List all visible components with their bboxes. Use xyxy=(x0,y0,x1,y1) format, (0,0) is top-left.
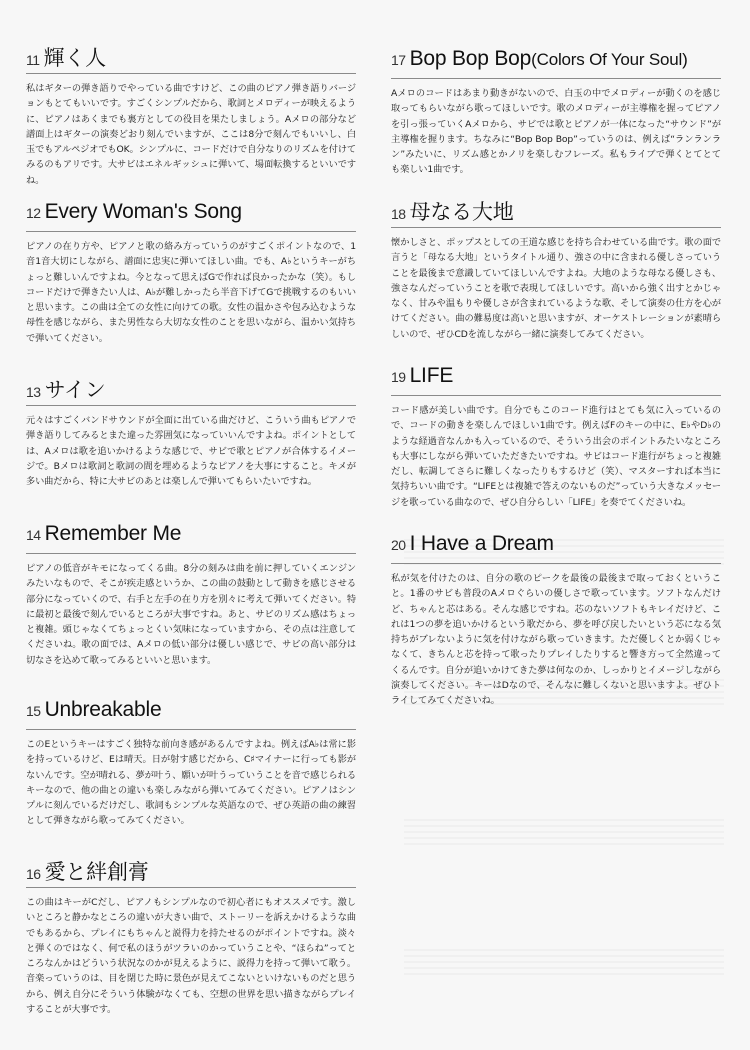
song-number: 13 xyxy=(26,384,41,400)
song-section-19 xyxy=(391,364,721,510)
song-title: サイン xyxy=(44,379,106,402)
song-number: 19 xyxy=(391,369,406,385)
song-header xyxy=(26,200,356,232)
song-title: Every Woman's Song xyxy=(44,200,242,223)
song-section-13 xyxy=(26,374,356,489)
song-header xyxy=(26,42,356,74)
song-description: このEというキーはすごく独特な前向き感があるんですよね。例えばA♭は常に影を持っているけど、Eは晴天。日が射す感じだから、C♯マイナーに行っても影がないんです。空が晴れる、夢が叶う、願いが叶うっていうことを音で感じられるキーなので、他の曲との違いも楽しみながら弾いてみてください。ピアノはシンプルに刻んでいるだけだし、歌詞もシンプルな英語なので、ぜひ英語の曲の練習として弾きながら歌ってみてください。 xyxy=(26,739,356,827)
song-header xyxy=(26,522,356,554)
song-header xyxy=(391,532,721,564)
song-number: 14 xyxy=(26,527,41,543)
song-description: コード感が美しい曲です。自分でもこのコード進行はとても気に入っているので、コードの動きを楽しんでほしい1曲です。例えばFのキーの中に、E♭やD♭のような経過音なんかも入っているので、そういう出会のポイントみたいなところも大事にしながら弾いていただきたいですね。サビはコード進行がちょっと複雑だし、転調してさらに難しくなったりもするけど（笑）、マスターすれば本当に気持ちいい曲です。“LIFEとは複雑で答えのないものだ”っていう大きなメッセージを歌っている曲なので、ぜひ自分らしい「LIFE」を奏でてくださいね。 xyxy=(391,405,721,508)
song-title xyxy=(410,47,688,71)
song-description: 私が気を付けたのは、自分の歌のピークを最後の最後まで取っておくということ。1番のサビも普段のAメロぐらいの優しさで歌っています。ソフトなんだけど、ちゃんと芯はある。そんな感じですね。芯のないソフトもキレイだけど、これは1つの夢を追いかけるという歌だから、夢を呼び戻したいという芯になる気持ちがブレないように気を付けながら歌っていきます。ただ優しくとか弱くじゃなくて、きちんと芯を持って歌ったりプレイしたりすると響き方って全然違ってくるんです。自分が追いかけてきた夢は何なのか、しっかりとイメージしながら演奏してください。キーはDなので、そんなに難しくないと思いますよ。ぜひトライしてみてくださいね。 xyxy=(391,573,721,707)
song-description: ピアノの低音がキモになってくる曲。8分の刻みは曲を前に押していくエンジンみたいなもので、そこが疾走感というか、この曲の鼓動として動きを感じさせる部分になっていくので、右手と左手の在り方を別々に考えて弾いてください。特に最初と最後で刻んでいるところが大事ですね。あと、サビのリズム感はちょっと複雑。頭じゃなくてちょっとくい気味になっていますから、その点は注意してくださいね。歌の面では、Aメロの低い部分は優しい感じで、サビの高い部分は切なさを込めて歌ってみるといいと思います。 xyxy=(26,563,356,666)
song-title-subtitle: (Colors Of Your Soul) xyxy=(531,50,688,69)
song-section-20 xyxy=(391,532,721,709)
song-header xyxy=(26,698,356,730)
song-section-12 xyxy=(26,200,356,346)
song-title: 母なる大地 xyxy=(409,201,514,224)
song-number: 12 xyxy=(26,205,41,221)
song-title: Remember Me xyxy=(44,522,182,545)
song-section-11 xyxy=(26,42,356,188)
song-description: この曲はキーがCだし、ピアノもシンプルなので初心者にもオススメです。激しいところと静かなところの違いが大きい曲で、ストーリーを訴えかけるような曲でもあるから、プレイにもちゃんと説得力を持たせるのがポイントですね。淡々と弾くのではなく、何で私のほうがツラいのかっていうことや、“ほらね”ってところなんかはどういう状況なのかが見えるように、説得力を持って弾いて歌う。音楽っていうのは、目を閉じた時に景色が見えてこないといけないものだと思うから、例え自分にそういう体験がなくても、空想の世界を思い描きながらプレイすることが大事です。 xyxy=(26,897,356,1016)
song-description: ピアノの在り方や、ピアノと歌の絡み方っていうのがすごくポイントなので、1音1音大切にしながら、譜面に忠実に弾いてほしい曲。でも、A♭というキーがちょっと難しいんですよね。今となって思えばGで作れば良かったかな（笑）。もしコードだけで弾きたい人は、A♭が難しかったら半音下げてGで挑戦するのもいいと思います。この曲は全ての女性に向けての歌。女性の温かさや包み込むような母性を感じながら、また男性なら大切な女性のことを思いながら、温かい気持ちで弾いてください。 xyxy=(26,241,356,344)
song-section-18 xyxy=(391,196,721,342)
song-description: 私はギターの弾き語りでやっている曲ですけど、この曲のピアノ弾き語りバージョンもとてもいいです。すごくシンプルだから、歌詞とメロディーが映えるように、ピアノはあくまでも裏方としての役目を果たしましょう。Aメロの部分など譜面上はギターの演奏どおり刻んでいますが、ここは8分で刻んでもいいし、白玉でもアルペジオでもOK。シンプルに、コードだけで自分なりのリズムを付けてみるのもアリです。大サビはエネルギッシュに弾いて、場面転換するといいですね。 xyxy=(26,83,356,186)
song-number: 15 xyxy=(26,703,41,719)
song-header xyxy=(391,47,721,79)
song-header xyxy=(26,856,356,888)
song-title: 愛と絆創膏 xyxy=(44,861,149,884)
song-title: I Have a Dream xyxy=(409,532,554,555)
song-number: 11 xyxy=(26,52,40,68)
song-header xyxy=(391,364,721,396)
song-title: Unbreakable xyxy=(44,698,162,721)
song-section-14 xyxy=(26,522,356,668)
song-number: 16 xyxy=(26,866,41,882)
song-description: Aメロのコードはあまり動きがないので、白玉の中でメロディーが動くのを感じ取ってもらいながら歌ってほしいです。歌のメロディーが主導権を握ってピアノを引っ張っていくAメロから、サビでは歌とピアノが一体になった“サウンド”が主導権を握ります。ちなみに“Bop Bop Bop”っていうのは、例えば“ランランラン”みたいに、リズム感とかノリを楽しむフレーズ。私もライブで弾くとてとても楽しい1曲です。 xyxy=(391,88,721,176)
song-number: 17 xyxy=(391,52,406,68)
song-section-16 xyxy=(26,856,356,1017)
song-description: 元々はすごくバンドサウンドが全面に出ている曲だけど、こういう曲もピアノで弾き語りしてみるとまた違った雰囲気になっていいんですよね。ポイントとしては、Aメロは歌を追いかけるような感じで、サビで歌とピアノが合体するイメージで。Bメロは歌詞と歌詞の間を埋めるようなピアノを大事にすること。キメが多い曲だから、特に大サビのあとは楽しんで弾いてもらいたいですね。 xyxy=(26,415,356,488)
song-title: 輝く人 xyxy=(43,47,106,70)
song-title-main: Bop Bop Bop xyxy=(409,47,532,70)
song-title: LIFE xyxy=(409,364,454,387)
song-header xyxy=(391,196,721,228)
song-section-15 xyxy=(26,698,356,829)
song-number: 18 xyxy=(391,206,406,222)
song-section-17 xyxy=(391,47,721,178)
song-header xyxy=(26,374,356,406)
song-description: 懐かしさと、ポップスとしての王道な感じを持ち合わせている曲です。歌の面で言うと「母なる大地」というタイトル通り、強さの中に含まれる優しさっていうことを最後まで意識していてほしいんですよね。大地のような母なる優しさも、強さなんだっていうことを歌で表現してほしいです。高いから強く出すとかじゃなく、甘みや温もりや優しさが含まれているような歌、そして演奏の仕方を心がけてください。曲の難易度は高いと思いますが、オーケストレーションが素晴らしいので、ぜひCDを流しながら一緒に演奏してみてください。 xyxy=(391,237,721,340)
song-number: 20 xyxy=(391,537,406,553)
